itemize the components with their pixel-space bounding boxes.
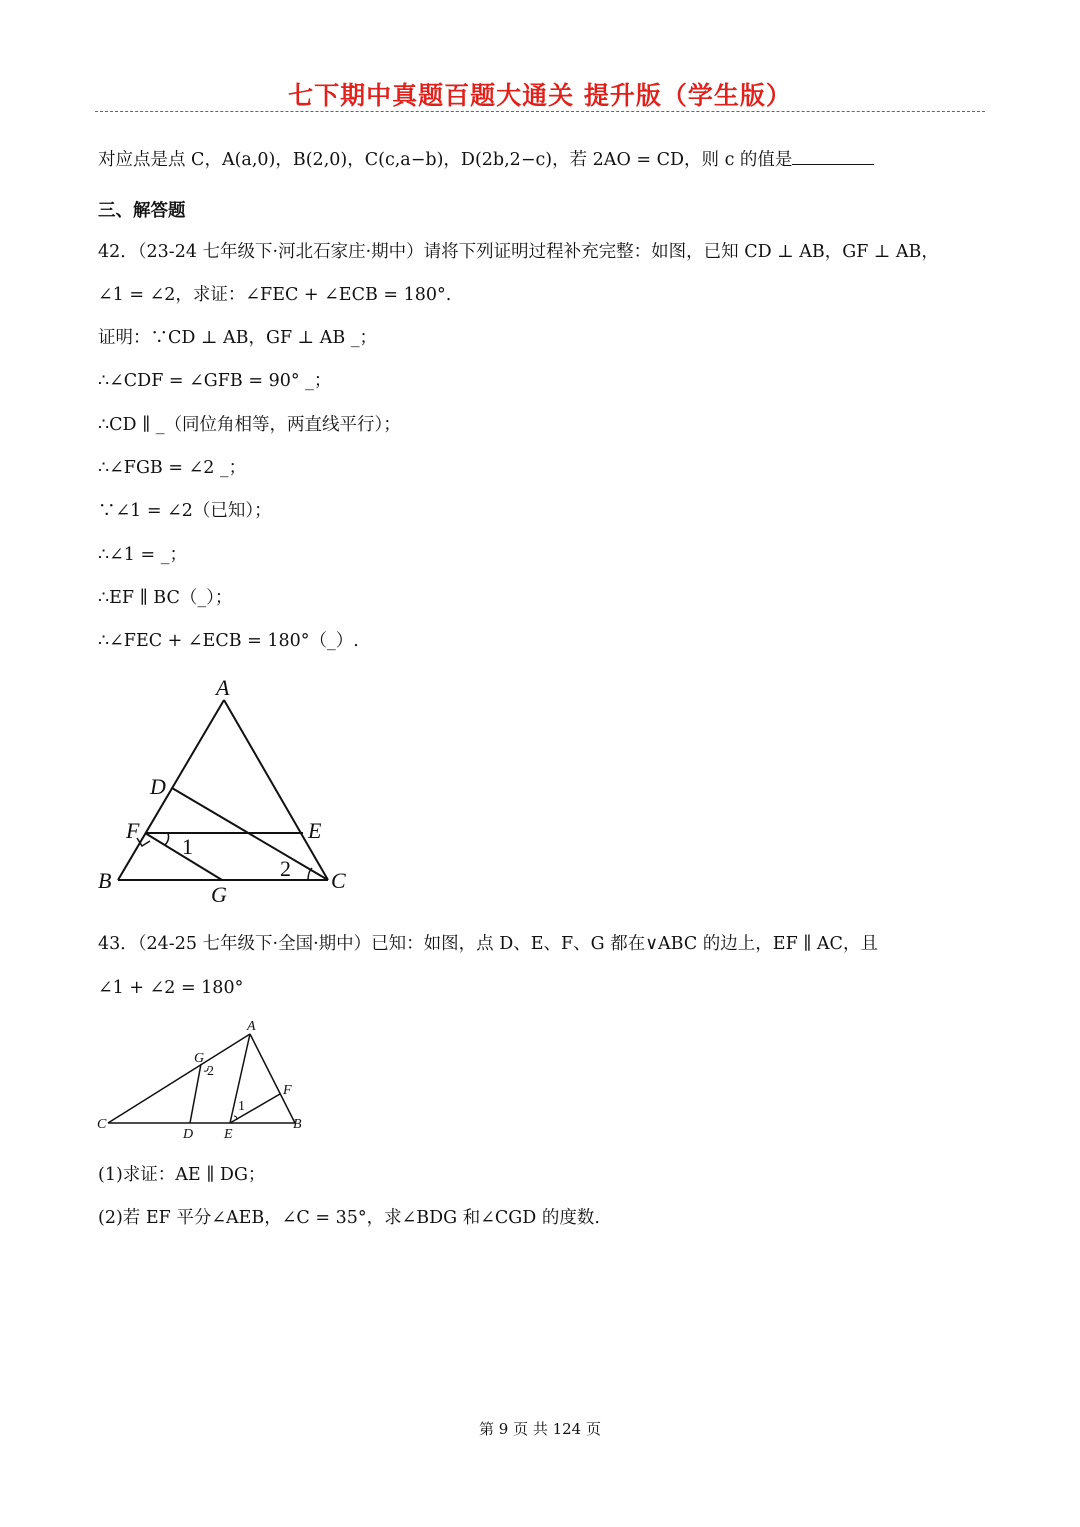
side-ac — [108, 1034, 250, 1123]
q43-part2: (2)若 EF 平分∠AEB，∠C = 35°，求∠BDG 和∠CGD 的度数. — [98, 1208, 600, 1228]
side-ab — [118, 700, 224, 880]
page-header-title: 七下期中真题百题大通关 提升版（学生版） — [288, 81, 792, 110]
label-e: E — [224, 1127, 233, 1142]
label-a: A — [247, 1019, 256, 1034]
label-b: B — [293, 1117, 302, 1132]
label-angle-1: 1 — [238, 1099, 245, 1114]
prev-question-text: 对应点是点 C，A(a,0)，B(2,0)，C(c,a−b)，D(2b,2−c)，若 2AO = CD，则 c 的值是 — [98, 150, 793, 170]
page-footer: 第 9 页 共 124 页 — [478, 1420, 601, 1438]
q42-step: ∴∠CDF = ∠GFB = 90° _； — [98, 371, 332, 391]
q42-figure — [90, 670, 370, 910]
label-c: C — [331, 868, 346, 893]
segment-dg — [190, 1064, 201, 1123]
label-b: B — [98, 868, 112, 893]
label-d: D — [183, 1127, 194, 1142]
q43-part1: (1)求证：AE ∥ DG； — [98, 1165, 266, 1185]
answer-blank — [792, 146, 874, 165]
label-f: F — [283, 1083, 292, 1098]
label-f: F — [126, 818, 140, 843]
angle-2-arc — [308, 868, 312, 880]
side-ac — [224, 700, 328, 880]
label-d: D — [150, 774, 166, 799]
header-divider — [95, 111, 985, 112]
label-c: C — [97, 1117, 107, 1132]
label-a: A — [216, 675, 230, 700]
angle-1-arc — [165, 833, 169, 845]
prev-question-line — [98, 146, 874, 172]
q42-step: ∴∠FEC + ∠ECB = 180°（_）. — [98, 631, 359, 651]
q42-step: ∴∠FGB = ∠2 _； — [98, 458, 247, 478]
q42-step: ∴∠1 = _； — [98, 545, 187, 565]
q42-intro2: ∠1 = ∠2，求证：∠FEC + ∠ECB = 180°. — [98, 285, 452, 305]
label-angle-2: 2 — [280, 856, 291, 881]
q43-figure — [90, 1012, 320, 1147]
label-g: G — [211, 882, 227, 907]
q43-intro2: ∠1 + ∠2 = 180° — [98, 978, 244, 998]
q42-step: 证明：∵CD ⊥ AB，GF ⊥ AB _； — [98, 328, 378, 348]
section-title: 三、解答题 — [98, 201, 186, 221]
label-e: E — [308, 818, 322, 843]
q43-intro: 43．（24-25 七年级下·全国·期中）已知：如图，点 D、E、F、G 都在∨ABC 的边上，EF ∥ AC，且 — [98, 934, 878, 954]
label-g: G — [194, 1051, 205, 1066]
q42-step: ∴CD ∥ _（同位角相等，两直线平行）； — [98, 415, 401, 435]
label-angle-2: 2 — [207, 1064, 214, 1079]
label-angle-1: 1 — [182, 834, 193, 859]
q42-step: ∵∠1 = ∠2（已知）； — [98, 501, 272, 521]
q42-step: ∴EF ∥ BC（_）； — [98, 588, 233, 608]
side-ab — [250, 1034, 295, 1123]
q42-intro: 42．（23-24 七年级下·河北石家庄·期中）请将下列证明过程补充完整：如图，已知 CD ⊥ AB，GF ⊥ AB， — [98, 242, 939, 262]
